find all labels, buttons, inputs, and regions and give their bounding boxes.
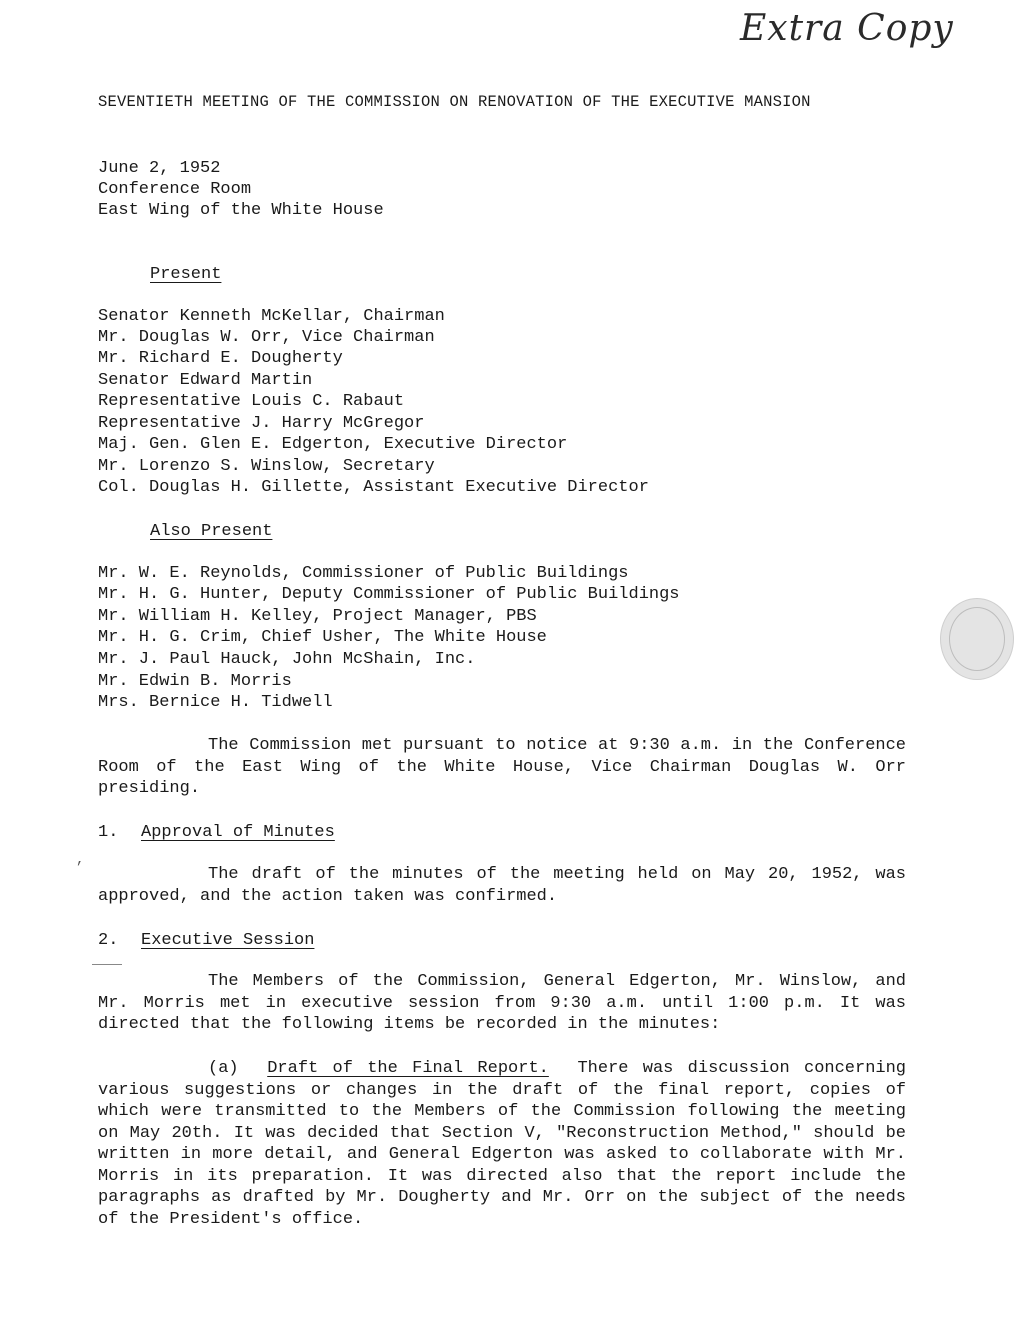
section-1-text: The draft of the minutes of the meeting held on May 20, 1952, was approved, and the action taken was confirmed. (98, 865, 906, 906)
list-item: Mr. H. G. Hunter, Deputy Commissioner of Public Buildings (98, 585, 680, 604)
also-present-heading: Also Present (150, 522, 273, 541)
list-item: Mr. J. Paul Hauck, John McShain, Inc. (98, 650, 476, 669)
list-item: Mr. H. G. Crim, Chief Usher, The White House (98, 628, 547, 647)
meeting-room: Conference Room (98, 180, 252, 199)
item-a-paragraph (98, 1058, 906, 1230)
present-heading: Present (150, 265, 222, 284)
section-1-heading: Approval of Minutes (141, 823, 335, 842)
list-item: Mr. Edwin B. Morris (98, 672, 292, 691)
list-item: Representative J. Harry McGregor (98, 414, 425, 433)
meeting-location: East Wing of the White House (98, 201, 384, 220)
meeting-date: June 2, 1952 (98, 159, 221, 178)
document-title: SEVENTIETH MEETING OF THE COMMISSION ON RENOVATION OF THE EXECUTIVE MANSION (98, 93, 811, 111)
stamp-ring (949, 607, 1005, 671)
item-a-label: (a) (208, 1059, 239, 1078)
list-item: Maj. Gen. Glen E. Edgerton, Executive Director (98, 435, 568, 454)
margin-dash (92, 964, 122, 965)
handwritten-annotation: Extra Copy (740, 8, 954, 49)
archive-stamp (940, 598, 1014, 680)
list-item: Mr. Douglas W. Orr, Vice Chairman (98, 328, 435, 347)
list-item: Mr. William H. Kelley, Project Manager, PBS (98, 607, 537, 626)
item-a-heading: Draft of the Final Report. (267, 1059, 549, 1078)
list-item: Senator Kenneth McKellar, Chairman (98, 307, 445, 326)
section-1-number: 1. (98, 823, 119, 842)
item-a-text: There was discussion concerning various suggestions or changes in the draft of the final report, copies of which were transmitted to the Members of the Commission following the meeting on May 20th. It was decided that Section V, "Reconstruction Method," should be written in more detail, and General Edgerton was asked to collaborate with Mr. Morris in its preparation. It was directed also that the report include the paragraphs as drafted by Mr. Dougherty and Mr. Orr on the subject of the needs of the President's office. (98, 1059, 907, 1229)
list-item: Representative Louis C. Rabaut (98, 392, 405, 411)
section-2-number: 2. (98, 931, 119, 950)
list-item: Mr. Lorenzo S. Winslow, Secretary (98, 457, 435, 476)
margin-mark: , (76, 852, 85, 868)
list-item: Senator Edward Martin (98, 371, 313, 390)
list-item: Mrs. Bernice H. Tidwell (98, 693, 333, 712)
list-item: Mr. W. E. Reynolds, Commissioner of Public Buildings (98, 564, 629, 583)
section-2-text: The Members of the Commission, General Edgerton, Mr. Winslow, and Mr. Morris met in executive session from 9:30 a.m. until 1:00 p.m. It was directed that the following items be recorded in the minutes: (98, 972, 906, 1034)
list-item: Mr. Richard E. Dougherty (98, 349, 343, 368)
section-2-heading: Executive Session (141, 931, 315, 950)
list-item: Col. Douglas H. Gillette, Assistant Executive Director (98, 478, 649, 497)
intro-paragraph: The Commission met pursuant to notice at 9:30 a.m. in the Conference Room of the East Wing of the White House, Vice Chairman Douglas W. Orr presiding. (98, 736, 906, 798)
